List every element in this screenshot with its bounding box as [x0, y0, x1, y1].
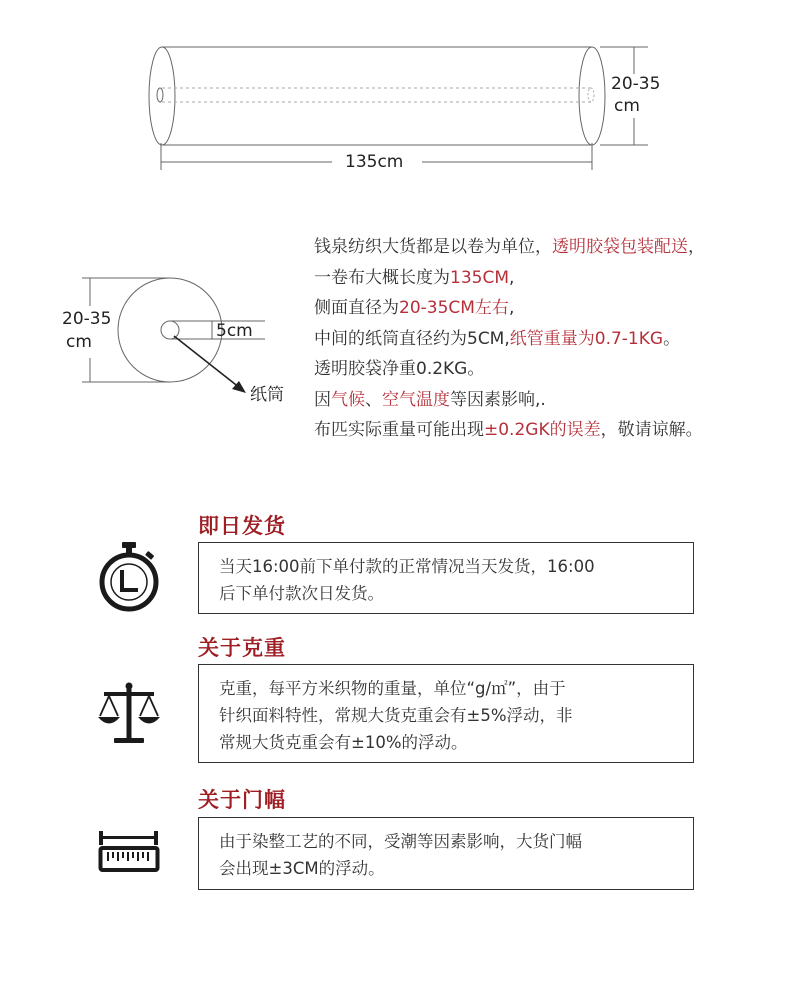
info-text: ，敬请谅解。 — [600, 420, 703, 440]
info-text: 透明胶袋净重0.2KG。 — [314, 359, 485, 379]
weight-box — [198, 664, 694, 763]
roll-diagram — [140, 40, 680, 180]
weight-line-3: 常规大货克重会有±10%的浮动。 — [219, 733, 468, 752]
shipping-box — [198, 542, 694, 614]
info-text: 因 — [314, 389, 331, 410]
info-text: 一卷布大概长度为 — [314, 267, 450, 288]
info-highlight: 透明胶袋包装配送 — [552, 237, 688, 257]
tube-label: 纸筒 — [250, 385, 284, 405]
core-diameter-label: 5cm — [216, 321, 253, 341]
info-highlight: 纸管重量为0.7-1KG — [509, 328, 664, 349]
shipping-line-1: 当天16:00前下单付款的正常情况当天发货，16:00 — [219, 557, 595, 576]
info-line — [314, 293, 784, 324]
info-text: ， — [688, 237, 705, 257]
shipping-title: 即日发货 — [198, 514, 286, 538]
info-highlight: 空气温度 — [382, 389, 450, 410]
roll-diameter-label-top: 20-35 — [611, 74, 661, 94]
weight-line-1: 克重，每平方米织物的重量，单位“g/㎡”，由于 — [219, 679, 566, 698]
weight-title: 关于克重 — [198, 636, 286, 660]
info-line — [314, 263, 784, 294]
info-text: , — [508, 298, 515, 318]
balance-scale-icon — [96, 680, 162, 756]
width-line-2: 会出现±3CM的浮动。 — [219, 859, 385, 878]
info-highlight: 20-35CM左右 — [399, 298, 509, 318]
fabric-roll-drawing — [140, 40, 680, 180]
info-line — [314, 385, 784, 416]
info-line — [314, 232, 784, 263]
weight-line-2: 针织面料特性，常规大货克重会有±5%浮动，非 — [219, 706, 573, 725]
info-text: 侧面直径为 — [314, 298, 399, 318]
width-box — [198, 817, 694, 890]
info-text: 布匹实际重量可能出现 — [314, 420, 484, 440]
info-text: 中间的纸筒直径约为5CM, — [314, 328, 510, 349]
width-title: 关于门幅 — [198, 788, 286, 812]
info-text: 等因素影响,. — [450, 389, 546, 410]
info-text: 、 — [365, 389, 382, 410]
info-highlight: ±0.2GK的误差 — [484, 420, 601, 440]
info-text: 。 — [663, 328, 681, 349]
shipping-line-2: 后下单付款次日发货。 — [219, 584, 384, 603]
info-line — [314, 324, 784, 355]
info-text: , — [509, 267, 515, 288]
info-text: 钱泉纺织大货都是以卷为单位， — [314, 237, 552, 257]
stopwatch-icon — [96, 540, 162, 616]
packaging-info-text — [314, 232, 784, 446]
end-diameter-label-bottom: cm — [66, 332, 92, 352]
info-line — [314, 354, 784, 385]
info-line — [314, 415, 784, 446]
roll-length-label: 135cm — [345, 152, 404, 172]
info-highlight: 135CM — [450, 267, 509, 288]
ruler-icon — [96, 828, 162, 878]
roll-diameter-label-bottom: cm — [614, 96, 640, 116]
info-highlight: 气候 — [331, 389, 365, 410]
end-diameter-label-top: 20-35 — [62, 309, 112, 329]
width-line-1: 由于染整工艺的不同，受潮等因素影响，大货门幅 — [219, 832, 582, 851]
